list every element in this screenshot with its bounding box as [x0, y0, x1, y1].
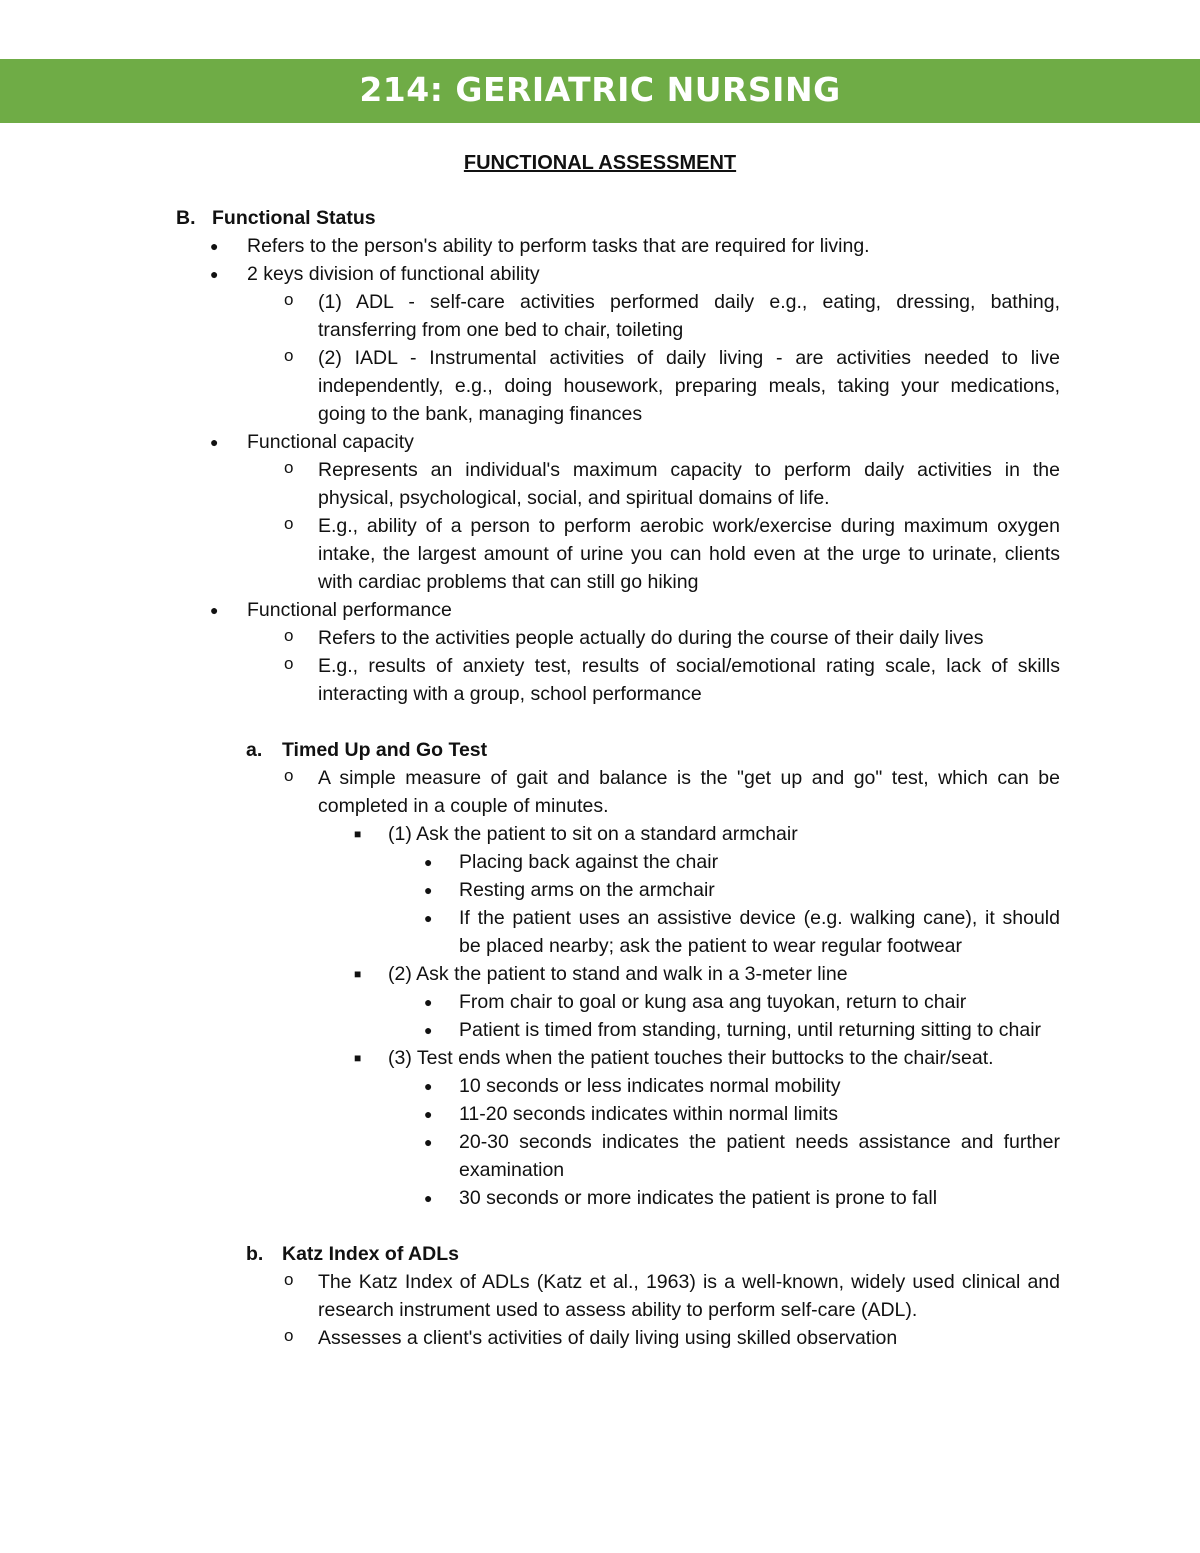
- list-item: o The Katz Index of ADLs (Katz et al., 1963) is a well-known, widely used clinical and research instrument used to assess ability to perform self-care (ADL).: [176, 1268, 1060, 1324]
- circle-bullet-icon: o: [284, 766, 294, 785]
- functional-status-heading: [176, 204, 1060, 232]
- bullet-icon: ●: [424, 910, 433, 926]
- circle-bullet-icon: o: [284, 1270, 294, 1289]
- list-item: o Refers to the activities people actually do during the course of their daily lives: [176, 624, 1060, 652]
- katz-heading: [176, 1240, 1060, 1268]
- list-item: o (1) ADL - self-care activities performed daily e.g., eating, dressing, bathing, transferring from one bed to chair, toileting: [176, 288, 1060, 344]
- subheading-text: Timed Up and Go Test: [282, 739, 488, 761]
- square-bullet-icon: ■: [354, 967, 362, 981]
- bullet-icon: ●: [210, 434, 219, 450]
- list-item: ■ (1) Ask the patient to sit on a standard armchair: [176, 820, 1060, 848]
- list-item: o E.g., ability of a person to perform aerobic work/exercise during maximum oxygen intake, the largest amount of urine you can hold even at the urge to urinate, clients with cardiac problems that can still go hiking: [176, 512, 1060, 596]
- spacer: [176, 1212, 1060, 1240]
- list-item: ● Functional capacity: [176, 428, 1060, 456]
- circle-bullet-icon: o: [284, 458, 294, 477]
- subheading-marker: b.: [246, 1243, 264, 1265]
- list-item: ● 11-20 seconds indicates within normal limits: [176, 1100, 1060, 1128]
- spacer: [176, 708, 1060, 736]
- list-item: o Assesses a client's activities of daily living using skilled observation: [176, 1324, 1060, 1352]
- list-item: ● 30 seconds or more indicates the patient is prone to fall: [176, 1184, 1060, 1212]
- square-bullet-icon: ■: [354, 827, 362, 841]
- circle-bullet-icon: o: [284, 290, 294, 309]
- tug-heading: [176, 736, 1060, 764]
- subheading-text: Katz Index of ADLs: [282, 1243, 459, 1265]
- bullet-icon: ●: [424, 1078, 433, 1094]
- list-item: ● Placing back against the chair: [176, 848, 1060, 876]
- bullet-icon: ●: [424, 1106, 433, 1122]
- list-item: o A simple measure of gait and balance is the "get up and go" test, which can be completed in a couple of minutes.: [176, 764, 1060, 820]
- list-item: ● 2 keys division of functional ability: [176, 260, 1060, 288]
- list-item: ● 20-30 seconds indicates the patient needs assistance and further examination: [176, 1128, 1060, 1184]
- list-item: ● Functional performance: [176, 596, 1060, 624]
- subheading-marker: a.: [246, 739, 263, 761]
- list-item: ■ (2) Ask the patient to stand and walk in a 3-meter line: [176, 960, 1060, 988]
- heading-text: Functional Status: [212, 207, 376, 229]
- list-item: ● From chair to goal or kung asa ang tuyokan, return to chair: [176, 988, 1060, 1016]
- circle-bullet-icon: o: [284, 654, 294, 673]
- heading-marker: B.: [176, 207, 196, 229]
- bullet-icon: ●: [424, 1134, 433, 1150]
- bullet-icon: ●: [424, 1022, 433, 1038]
- list-item: ● If the patient uses an assistive device (e.g. walking cane), it should be placed nearby; ask the patient to wear regular footwear: [176, 904, 1060, 960]
- document-body: [176, 204, 1060, 1352]
- list-item: ● Patient is timed from standing, turning, until returning sitting to chair: [176, 1016, 1060, 1044]
- list-item: o (2) IADL - Instrumental activities of daily living - are activities needed to live independently, e.g., doing housework, preparing meals, taking your medications, going to the bank, managing finances: [176, 344, 1060, 428]
- circle-bullet-icon: o: [284, 1326, 294, 1345]
- document-title: 214: GERIATRIC NURSING: [359, 70, 841, 109]
- bullet-icon: ●: [210, 602, 219, 618]
- list-item: ● 10 seconds or less indicates normal mobility: [176, 1072, 1060, 1100]
- bullet-icon: ●: [424, 882, 433, 898]
- square-bullet-icon: ■: [354, 1051, 362, 1065]
- list-item: ■ (3) Test ends when the patient touches their buttocks to the chair/seat.: [176, 1044, 1060, 1072]
- list-item: o E.g., results of anxiety test, results of social/emotional rating scale, lack of skills interacting with a group, school performance: [176, 652, 1060, 708]
- bullet-icon: ●: [210, 238, 219, 254]
- bullet-icon: ●: [424, 854, 433, 870]
- circle-bullet-icon: o: [284, 346, 294, 365]
- list-item: o Represents an individual's maximum capacity to perform daily activities in the physical, psychological, social, and spiritual domains of life.: [176, 456, 1060, 512]
- list-item: ● Resting arms on the armchair: [176, 876, 1060, 904]
- list-item: ● Refers to the person's ability to perform tasks that are required for living.: [176, 232, 1060, 260]
- section-heading: FUNCTIONAL ASSESSMENT: [463, 152, 737, 174]
- circle-bullet-icon: o: [284, 626, 294, 645]
- bullet-icon: ●: [210, 266, 219, 282]
- bullet-icon: ●: [424, 994, 433, 1010]
- bullet-icon: ●: [424, 1190, 433, 1206]
- circle-bullet-icon: o: [284, 514, 294, 533]
